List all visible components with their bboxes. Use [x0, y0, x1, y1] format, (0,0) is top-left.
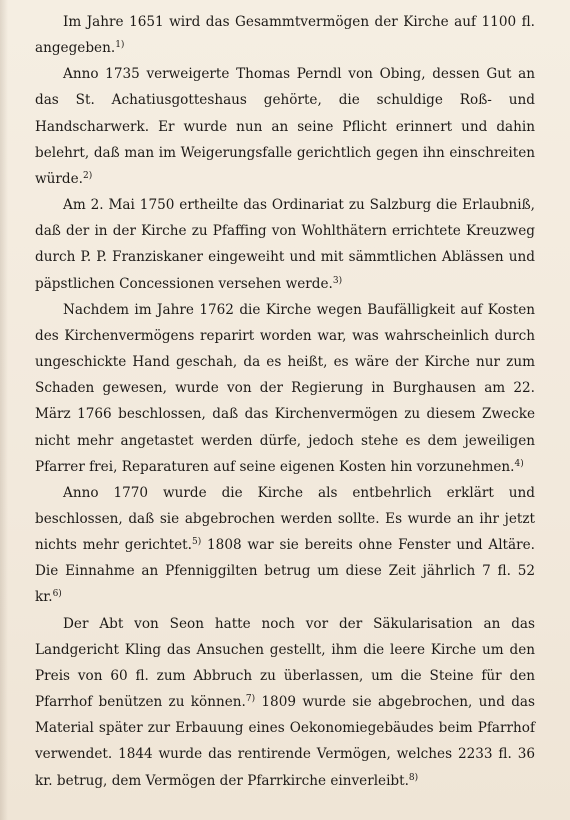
paragraph-1750 — [35, 192, 535, 297]
page-text-block — [35, 9, 535, 794]
footnote-ref: 3) — [332, 275, 343, 286]
footnote-ref: 8) — [408, 772, 419, 783]
paragraph-text: Der Abt von Seon hatte noch vor der Säkularisation an das Landgericht Kling das Ansuchen gestellt, ihm die leere Kirche um den Preis von 60 fl. zum Abbruch zu überlassen, um die Steine für den Pfarrhof benützen zu können. — [35, 615, 535, 711]
paragraph-text: Anno 1770 wurde die Kirche als entbehrlich erklärt und beschlossen, daß sie abgebrochen werden sollte. Es wurde an ihr jetzt nichts mehr gerichtet. — [35, 484, 535, 554]
paragraph-text-continued: 1808 war sie bereits ohne Fenster und Altäre. Die Einnahme an Pfenniggilten betrug um diese Zeit jährlich 7 fl. 52 kr. — [35, 537, 535, 606]
paragraph-seon — [35, 611, 535, 794]
paragraph-text: Anno 1735 verweigerte Thomas Perndl von Obing, dessen Gut an das St. Achatiusgotteshaus gehörte, die schuldige Roß- und Handscharwerk. Er wurde nun an seine Pflicht erinnert und dahin belehrt, daß man im Weigerungsfalle gerichtlich gegen ihn einschreiten würde. — [35, 66, 535, 187]
footnote-ref: 4) — [514, 458, 524, 469]
paragraph-text: Im Jahre 1651 wird das Gesammtvermögen der Kirche auf 1100 fl. angegeben. — [35, 14, 535, 57]
paragraph-1762 — [35, 297, 535, 480]
footnote-ref: 5) — [191, 537, 202, 548]
footnote-ref: 1) — [115, 40, 125, 51]
paragraph-text-continued: 1809 wurde sie abgebrochen, und das Material später zur Erbauung eines Oekonomiegebäudes beim Pfarrhof verwendet. 1844 wurde das rentirende Vermögen, welches 2233 fl. 36 kr. betrug, dem Vermögen der Pfarrkirche einverleibt. — [35, 694, 535, 789]
paragraph-text: Am 2. Mai 1750 ertheilte das Ordinariat zu Salzburg die Erlaubniß, daß der in der Kirche zu Pfaffing von Wohlthätern errichtete Kreuzweg durch P. P. Franziskaner eingeweiht und mit sämmtlichen Ablässen und päpstlichen Concessionen versehen werde. — [35, 197, 535, 292]
footnote-ref: 6) — [52, 589, 62, 600]
paragraph-text: Nachdem im Jahre 1762 die Kirche wegen Baufälligkeit auf Kosten des Kirchenvermögens reparirt worden war, was wahrscheinlich durch ungeschickte Hand geschah, da es heißt, es wäre der Kirche nur zum Schaden gewesen, wurde von der Regierung in Burghausen am 22. März 1766 beschlossen, daß das Kirchenvermögen zu diesem Zwecke nicht mehr angetastet werden dürfe, jedoch stehe es dem jeweiligen Pfarrer frei, Reparaturen auf seine eigenen Kosten hin vorzunehmen. — [35, 301, 535, 475]
footnote-ref: 7) — [245, 694, 256, 705]
footnote-ref: 2) — [82, 170, 93, 181]
paragraph-1651 — [35, 9, 535, 61]
paragraph-1735 — [35, 61, 535, 192]
page-spine-shadow — [0, 0, 8, 820]
paragraph-1770 — [35, 480, 535, 611]
